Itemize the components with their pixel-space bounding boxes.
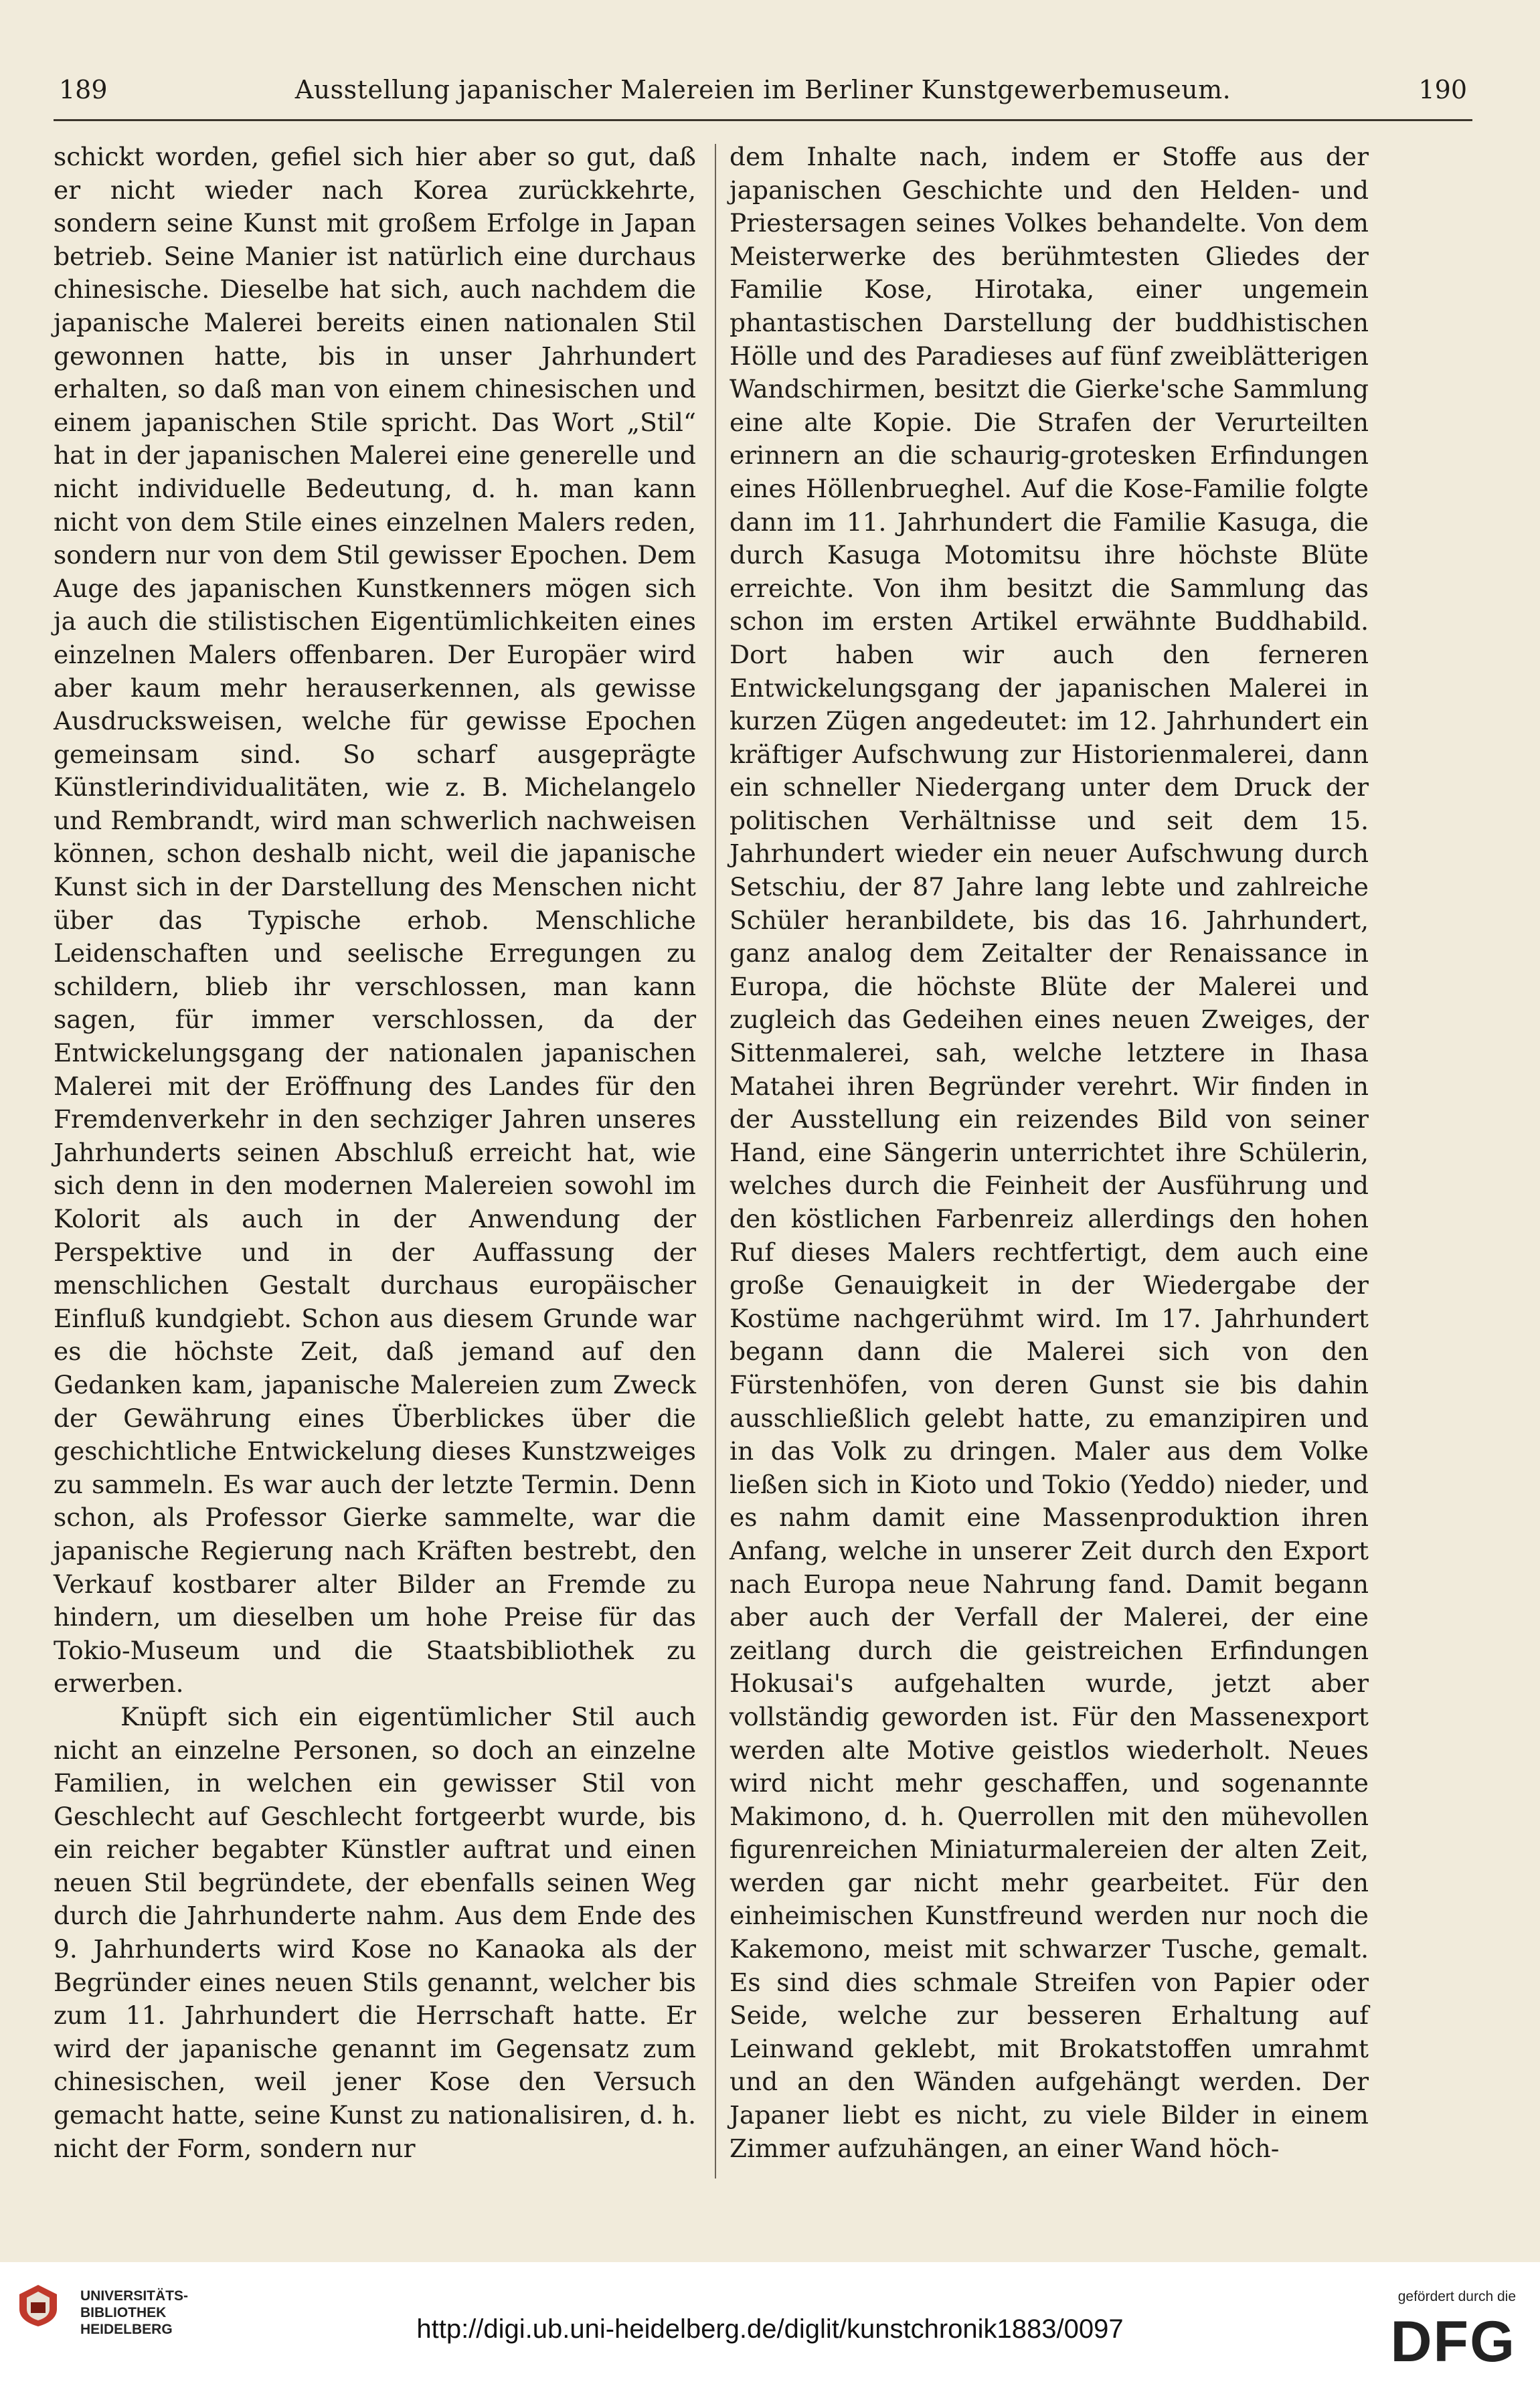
column-divider: [715, 144, 716, 2178]
footer: [0, 2262, 1540, 2396]
left-column: [54, 141, 696, 2165]
institution-line: HEIDELBERG: [80, 2322, 173, 2337]
funded-by-label: gefördert durch die: [1397, 2289, 1516, 2304]
right-paragraph-1: dem Inhalte nach, indem er Stoffe aus der japanischen Geschichte und den Helden- und Priestersagen seines Volkes behandelte. Von dem Meisterwerke des berühmtesten Gliedes der Familie Kose, Hirotaka, einer ungemein phantastischen Darstellung der buddhistischen Hölle und des Paradieses auf fünf zweiblätterigen Wandschirmen, besitzt die Gierke'sche Sammlung eine alte Kopie. Die Strafen der Verurteilten erinnern an die schaurig-grotesken Erfindungen eines Höllenbrueghel. Auf die Kose-Familie folgte dann im 11. Jahrhundert die Familie Kasuga, die durch Kasuga Motomitsu ihre höchste Blüte erreichte. Von ihm besitzt die Sammlung das schon im ersten Artikel erwähnte Buddhabild. Dort haben wir auch den ferneren Entwickelungsgang der japanischen Malerei in kurzen Zügen angedeutet: im 12. Jahrhundert ein kräftiger Aufschwung zur Historienmalerei, dann ein schneller Niedergang unter dem Druck der politischen Verhältnisse und seit dem 15. Jahrhundert wieder ein neuer Aufschwung durch Setschiu, der 87 Jahre lang lebte und zahlreiche Schüler heranbildete, bis das 16. Jahrhundert, ganz analog dem Zeitalter der Renaissance in Europa, die höchste Blüte der Malerei und zugleich das Gedeihen eines neuen Zweiges, der Sittenmalerei, sah, welche letztere in Ihasa Matahei ihren Begründer verehrt. Wir finden in der Ausstellung ein reizendes Bild von seiner Hand, eine Sängerin unterrichtet ihre Schülerin, welches durch die Feinheit der Ausführung und den köstlichen Farbenreiz allerdings den hohen Ruf dieses Malers rechtfertigt, dem auch eine große Genauigkeit in der Wiedergabe der Kostüme nachgerühmt wird. Im 17. Jahrhundert begann dann die Malerei sich von den Fürstenhöfen, von deren Gunst sie bis dahin ausschließlich gelebt hatte, zu emanzipiren und in das Volk zu dringen. Maler aus dem Volke ließen sich in Kioto und Tokio (Yeddo) nieder, und es nahm damit eine Massenproduktion ihren Anfang, welche in unserer Zeit durch den Export nach Europa neue Nahrung fand. Damit begann aber auch der Verfall der Malerei, der eine zeitlang durch die geistreichen Erfindungen Hokusai's aufgehalten wurde, jetzt aber vollständig geworden ist. Für den Massenexport werden alte Motive geistlos wiederholt. Neues wird nicht mehr geschaffen, und sogenannte Makimono, d. h. Querrollen mit den mühevollen figurenreichen Miniaturmalereien der alten Zeit, werden gar nicht mehr gearbeitet. Für den einheimischen Kunstfreund werden nur noch die Kakemono, meist mit schwarzer Tusche, gemalt. Es sind dies schmale Streifen von Papier oder Seide, welche zur besseren Erhaltung auf Leinwand geklebt, mit Brokatstoffen umrahmt und an den Wänden aufgehängt werden. Der Japaner liebt es nicht, zu viele Bilder in einem Zimmer aufzuhängen, an einer Wand höch-: [730, 142, 1369, 2163]
institution-line: BIBLIOTHEK: [80, 2305, 167, 2320]
page-number-left: 189: [59, 75, 108, 104]
source-url-link[interactable]: http://digi.ub.uni-heidelberg.de/diglit/kunstchronik1883/0097: [416, 2314, 1124, 2344]
left-paragraph-1: schickt worden, gefiel sich hier aber so gut, daß er nicht wieder nach Korea zurückkehrte, sondern seine Kunst mit großem Erfolge in Japan betrieb. Seine Manier ist natürlich eine durchaus chinesische. Dieselbe hat sich, auch nachdem die japanische Malerei bereits einen nationalen Stil gewonnen hatte, bis in unser Jahrhundert erhalten, so daß man von einem chinesischen und einem japanischen Stile spricht. Das Wort „Stil“ hat in der japanischen Malerei eine generelle und nicht individuelle Bedeutung, d. h. man kann nicht von dem Stile eines einzelnen Malers reden, sondern nur von dem Stil gewisser Epochen. Dem Auge des japanischen Kunstkenners mögen sich ja auch die stilistischen Eigentümlichkeiten eines einzelnen Malers offenbaren. Der Europäer wird aber kaum mehr herauserkennen, als gewisse Ausdrucksweisen, welche für gewisse Epochen gemeinsam sind. So scharf ausgeprägte Künstlerindividualitäten, wie z. B. Michelangelo und Rembrandt, wird man schwerlich nachweisen können, schon deshalb nicht, weil die japanische Kunst sich in der Darstellung des Menschen nicht über das Typische erhob. Menschliche Leidenschaften und seelische Erregungen zu schildern, blieb ihr verschlossen, man kann sagen, für immer verschlossen, da der Entwickelungsgang der nationalen japanischen Malerei mit der Eröffnung des Landes für den Fremdenverkehr in den sechziger Jahren unseres Jahrhunderts seinen Abschluß erreicht hat, wie sich denn in den modernen Malereien sowohl im Kolorit als auch in der Anwendung der Perspektive und in der Auffassung der menschlichen Gestalt durchaus europäischer Einfluß kundgiebt. Schon aus diesem Grunde war es die höchste Zeit, daß jemand auf den Gedanken kam, japanische Malereien zum Zweck der Gewährung eines Überblickes über die geschichtliche Entwickelung dieses Kunstzweiges zu sammeln. Es war auch der letzte Termin. Denn schon, als Professor Gierke sammelte, war die japanische Regierung nach Kräften bestrebt, den Verkauf kostbarer alter Bilder an Fremde zu hindern, um dieselben um hohe Preise für das Tokio-Museum und die Staatsbibliothek zu erwerben.: [54, 142, 696, 1699]
right-column: [730, 141, 1369, 2165]
running-title: Ausstellung japanischer Malereien im Berliner Kunstgewerbemuseum.: [294, 75, 1231, 104]
dfg-logo: DFG: [1390, 2310, 1516, 2374]
header-rule: [54, 119, 1472, 121]
institution-line: UNIVERSITÄTS-: [80, 2288, 189, 2304]
page-number-right: 190: [1418, 75, 1467, 104]
left-paragraph-2: Knüpft sich ein eigentümlicher Stil auch nicht an einzelne Personen, so doch an einzelne Familien, in welchen ein gewisser Stil von Geschlecht auf Geschlecht fortgeerbt wurde, bis ein reicher begabter Künstler auftrat und einen neuen Stil begründete, der ebenfalls seinen Weg durch die Jahrhunderte nahm. Aus dem Ende des 9. Jahrhunderts wird Kose no Kanaoka als der Begründer eines neuen Stils genannt, welcher bis zum 11. Jahrhundert die Herrschaft hatte. Er wird der japanische genannt im Gegensatz zum chinesischen, weil jener Kose den Versuch gemacht hatte, seine Kunst zu nationalisiren, d. h. nicht der Form, sondern nur: [54, 1701, 696, 2163]
page-header: [47, 67, 1479, 114]
